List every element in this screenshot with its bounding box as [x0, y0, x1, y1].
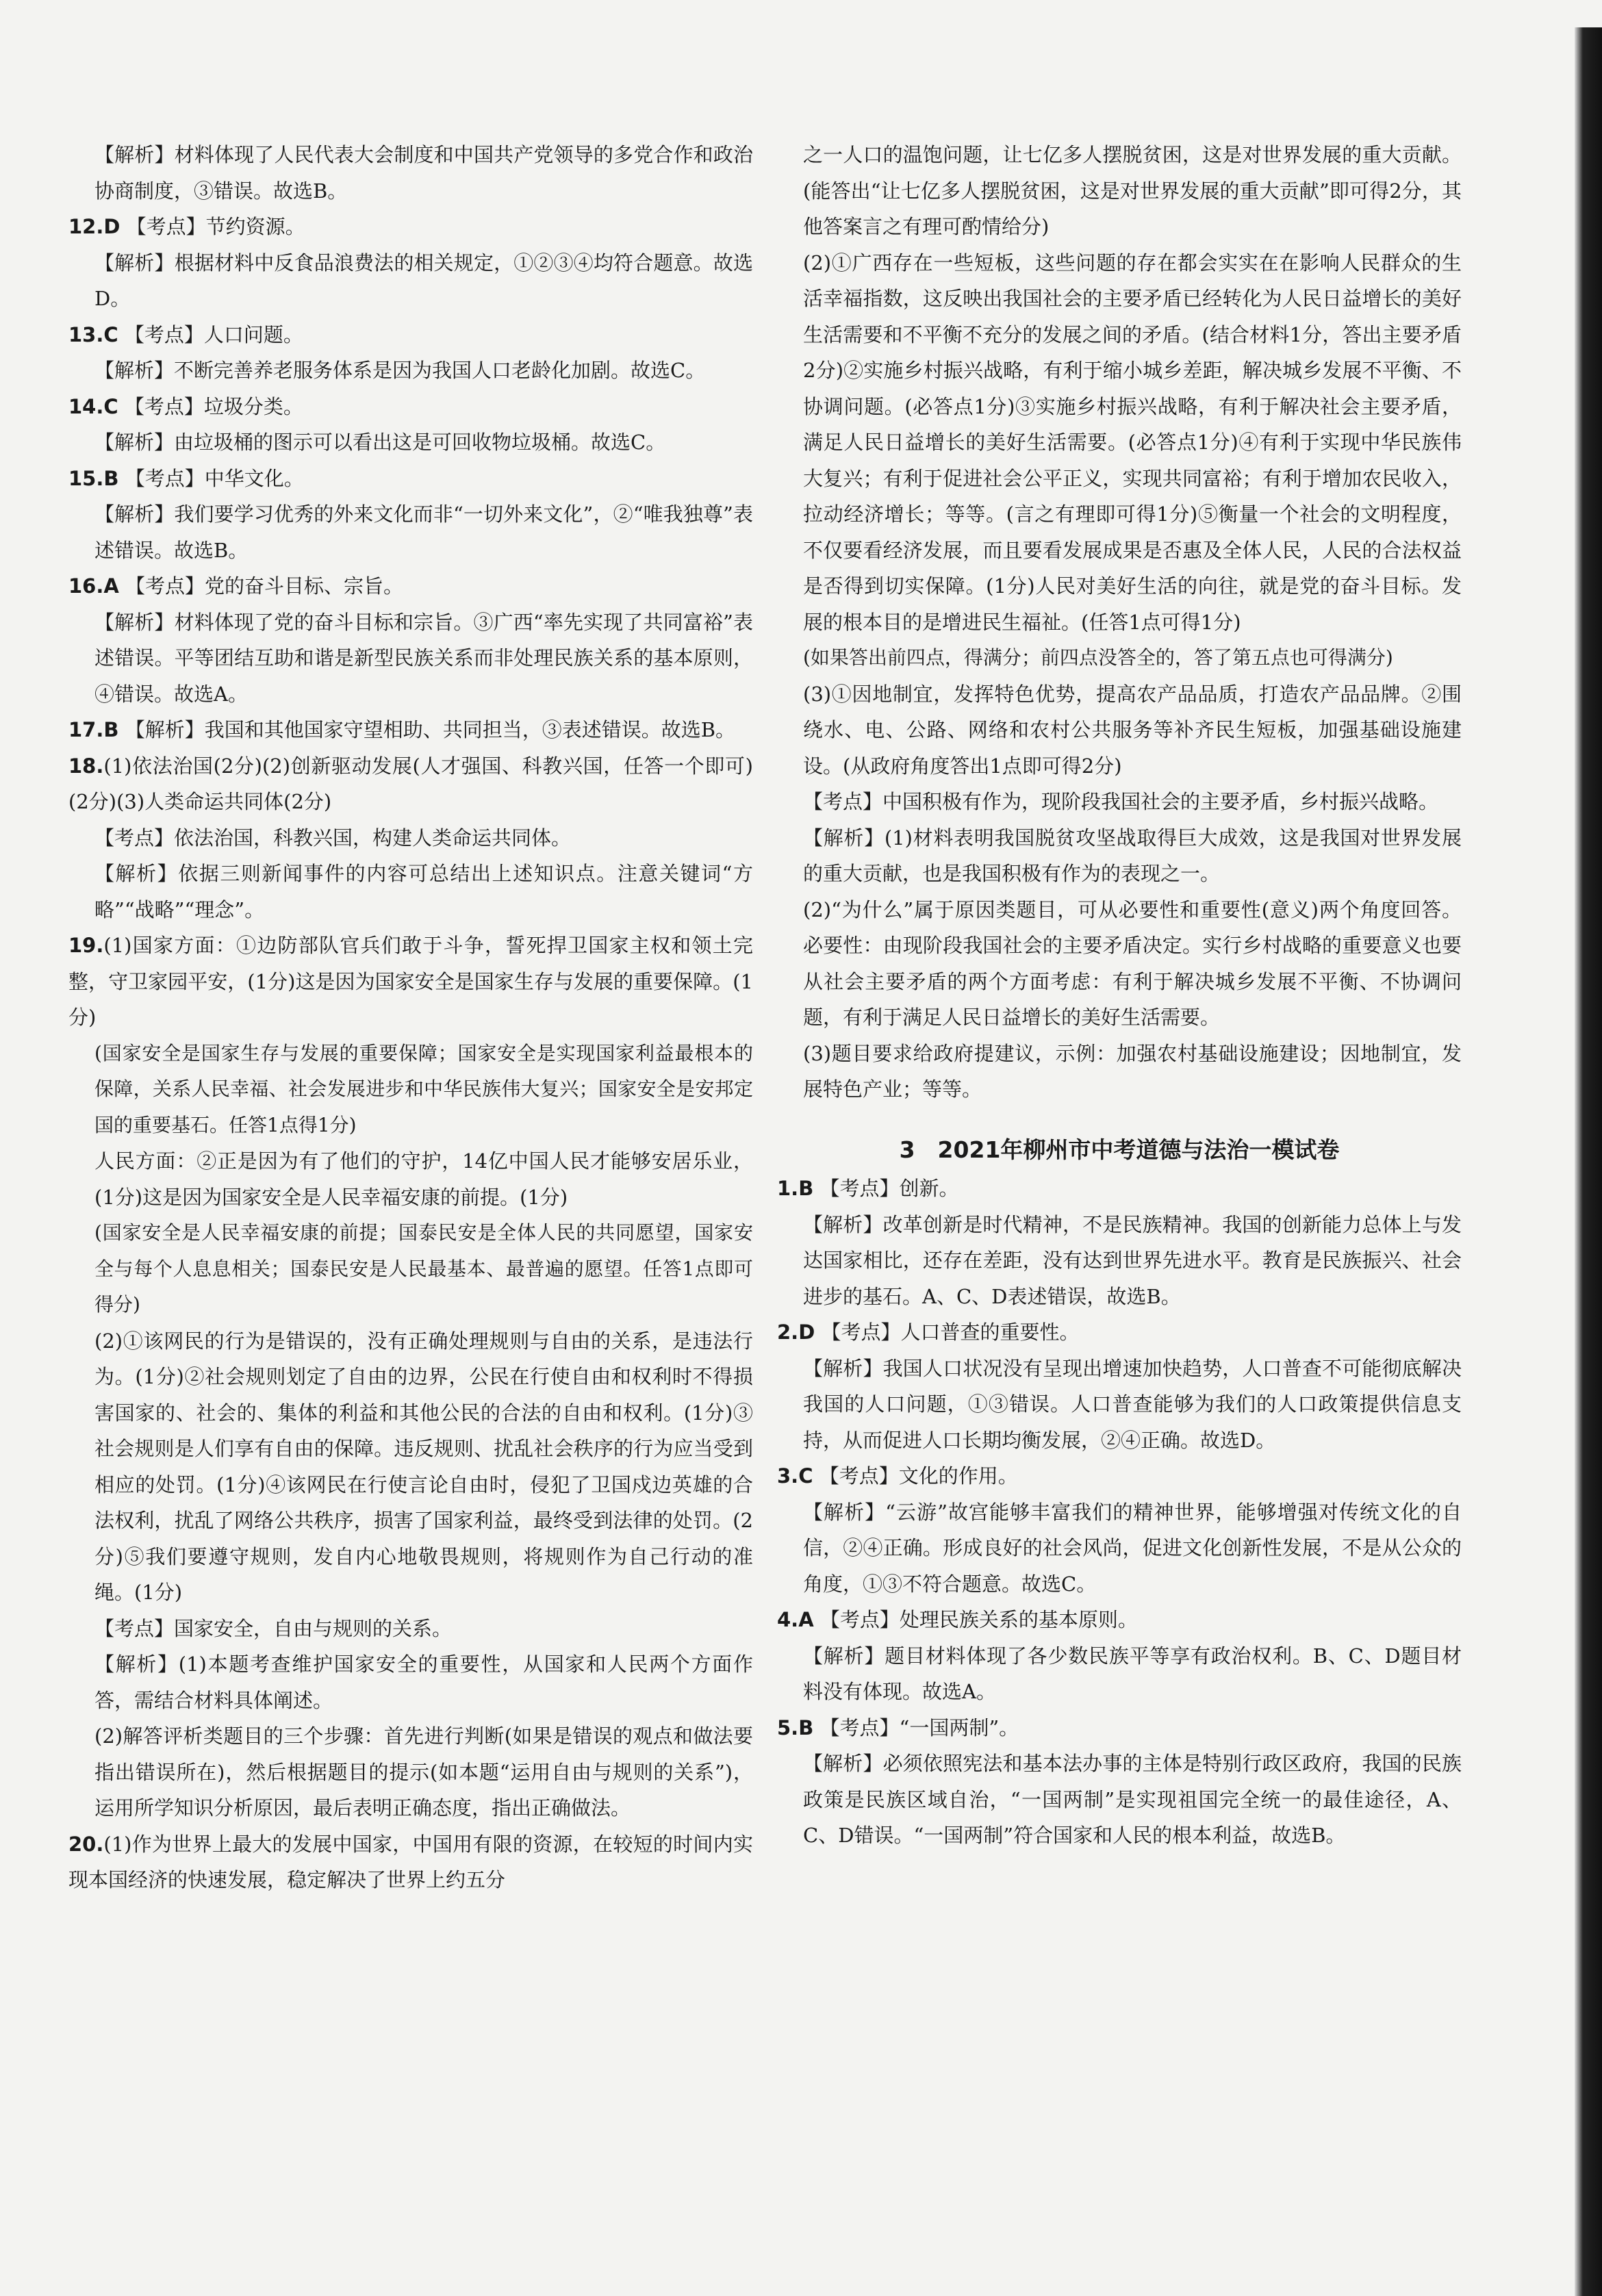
answer-item	[68, 568, 753, 604]
answer-text: (1)国家方面：①边防部队官兵们敢于斗争，誓死捍卫国家主权和领土完整，守卫家园平安，(1分)这是因为国家安全是国家生存与发展的重要保障。(1分)	[68, 934, 753, 1029]
explanation-paragraph: 人民方面：②正是因为有了他们的守护，14亿中国人民才能够安居乐业，(1分)这是因为国家安全是人民幸福安康的前提。(1分)	[94, 1149, 753, 1209]
left-column	[68, 137, 753, 1898]
answer-item	[68, 461, 753, 497]
answer-text: 【考点】人口问题。	[118, 322, 303, 346]
question-number: 4.A	[777, 1608, 814, 1631]
question-number: 19.	[68, 934, 104, 957]
explanation-paragraph: 【解析】“云游”故宫能够丰富我们的精神世界，能够增强对传统文化的自信，②④正确。形成良好的社会风尚，促进文化创新性发展，不是从公众的角度，①③不符合题意。故选C。	[803, 1500, 1462, 1596]
question-number: 3.C	[777, 1464, 813, 1488]
explanation-paragraph: (国家安全是国家生存与发展的重要保障；国家安全是实现国家利益最根本的保障，关系人民幸福、社会发展进步和中华民族伟大复兴；国家安全是安邦定国的重要基石。任答1点得1分)	[94, 1041, 753, 1136]
answer-text: 【考点】文化的作用。	[813, 1464, 1018, 1488]
explanation-paragraph: 【解析】依据三则新闻事件的内容可总结出上述知识点。注意关键词“方略”“战略”“理念”。	[94, 862, 753, 921]
right-column	[777, 137, 1462, 1854]
answer-text: (1)作为世界上最大的发展中国家，中国用有限的资源，在较短的时间内实现本国经济的快速发展，稳定解决了世界上约五分	[68, 1832, 753, 1891]
question-number: 5.B	[777, 1715, 814, 1739]
answer-item	[68, 928, 753, 1036]
question-number: 16.A	[68, 574, 119, 598]
answer-item	[68, 1826, 753, 1898]
question-number: 1.B	[777, 1177, 814, 1200]
answer-text: 【解析】我国和其他国家守望相助、共同担当，③表述错误。故选B。	[118, 718, 736, 741]
question-number: 17.B	[68, 718, 119, 741]
answer-text: 【考点】创新。	[813, 1177, 959, 1200]
explanation-paragraph: (国家安全是人民幸福安康的前提；国泰民安是全体人民的共同愿望，国家安全与每个人息息相关；国泰民安是人民最基本、最普遍的愿望。任答1点即可得分)	[94, 1221, 753, 1316]
question-number: 14.C	[68, 394, 118, 418]
explanation-paragraph: (3)题目要求给政府提建议，示例：加强农村基础设施建设；因地制宜，发展特色产业；等等。	[803, 1041, 1462, 1101]
answer-item	[68, 748, 753, 820]
question-number: 2.D	[777, 1321, 815, 1344]
explanation-paragraph: 【解析】由垃圾桶的图示可以看出这是可回收物垃圾桶。故选C。	[94, 431, 666, 454]
answer-item	[777, 1314, 1462, 1351]
answer-item	[777, 1710, 1462, 1746]
question-number: 15.B	[68, 466, 119, 490]
answer-item	[68, 317, 753, 353]
answer-text: 【考点】中华文化。	[118, 466, 304, 490]
explanation-paragraph: 【解析】不断完善养老服务体系是因为我国人口老龄化加剧。故选C。	[94, 359, 706, 382]
question-number: 13.C	[68, 322, 118, 346]
explanation-paragraph: 【解析】题目材料体现了各少数民族平等享有政治权利。B、C、D题目材料没有体现。故选A。	[803, 1644, 1462, 1703]
explanation-paragraph: (2)“为什么”属于原因类题目，可从必要性和重要性(意义)两个角度回答。必要性：由现阶段我国社会的主要矛盾决定。实行乡村战略的重要意义也要从社会主要矛盾的两个方面考虑：有利于解决城乡发展不平衡、不协调问题，有利于满足人民日益增长的美好生活需要。	[803, 897, 1462, 1029]
explanation-paragraph: 【解析】材料体现了党的奋斗目标和宗旨。③广西“率先实现了共同富裕”表述错误。平等团结互助和谐是新型民族关系而非处理民族关系的基本原则，④错误。故选A。	[94, 610, 753, 706]
explanation-paragraph: 【考点】中国积极有作为，现阶段我国社会的主要矛盾，乡村振兴战略。	[803, 790, 1439, 813]
explanation-paragraph: (2)①该网民的行为是错误的，没有正确处理规则与自由的关系，是违法行为。(1分)②社会规则划定了自由的边界，公民在行使自由和权利时不得损害国家的、社会的、集体的利益和其他公民的合法的自由和权利。(1分)③社会规则是人们享有自由的保障。违反规则、扰乱社会秩序的行为应当受到相应的处罚。(1分)④该网民在行使言论自由时，侵犯了卫国戍边英雄的合法权利，扰乱了网络公共秩序，损害了国家利益，最终受到法律的处罚。(2分)⑤我们要遵守规则，发自内心地敬畏规则，将规则作为自己行动的准绳。(1分)	[94, 1329, 753, 1604]
explanation-paragraph: 【解析】材料体现了人民代表大会制度和中国共产党领导的多党合作和政治协商制度，③错误。故选B。	[94, 143, 753, 203]
answer-item	[68, 389, 753, 425]
answer-text: (1)依法治国(2分)(2)创新驱动发展(人才强国、科教兴国，任答一个即可)(2分)(3)人类命运共同体(2分)	[68, 754, 753, 813]
answer-item	[777, 1458, 1462, 1494]
question-number: 18.	[68, 754, 104, 778]
answer-text: 【考点】“一国两制”。	[813, 1715, 1019, 1739]
explanation-paragraph: 【解析】根据材料中反食品浪费法的相关规定，①②③④均符合题意。故选D。	[94, 251, 753, 310]
explanation-paragraph: 【考点】国家安全，自由与规则的关系。	[94, 1616, 453, 1640]
answer-text: 【考点】节约资源。	[120, 215, 305, 238]
page-binding-edge	[1575, 27, 1602, 2296]
explanation-paragraph: (3)①因地制宜，发挥特色优势，提高农产品品质，打造农产品品牌。②围绕水、电、公路、网络和农村公共服务等补齐民生短板，加强基础设施建设。(从政府角度答出1点即可得2分)	[803, 682, 1462, 778]
explanation-paragraph: 【解析】我国人口状况没有呈现出增速加快趋势，人口普查不可能彻底解决我国的人口问题，①③错误。人口普查能够为我们的人口政策提供信息支持，从而促进人口长期均衡发展，②④正确。故选D。	[803, 1356, 1462, 1452]
explanation-paragraph: 【解析】(1)本题考查维护国家安全的重要性，从国家和人民两个方面作答，需结合材料具体阐述。	[94, 1653, 753, 1712]
section-title: 3 2021年柳州市中考道德与法治一模试卷	[899, 1136, 1340, 1163]
answer-item	[68, 712, 753, 748]
answer-text: 【考点】处理民族关系的基本原则。	[813, 1608, 1138, 1631]
answer-text: 【考点】人口普查的重要性。	[815, 1321, 1080, 1344]
answer-text: 【考点】垃圾分类。	[118, 394, 303, 418]
explanation-paragraph: (2)①广西存在一些短板，这些问题的存在都会实实在在影响人民群众的生活幸福指数，这反映出我国社会的主要矛盾已经转化为人民日益增长的美好生活需要和不平衡不充分的发展之间的矛盾。(结合材料1分，答出主要矛盾2分)②实施乡村振兴战略，有利于缩小城乡差距，解决城乡发展不平衡、不协调问题。(必答点1分)③实施乡村振兴战略，有利于解决社会主要矛盾，满足人民日益增长的美好生活需要。(必答点1分)④有利于实现中华民族伟大复兴；有利于促进社会公平正义，实现共同富裕；有利于增加农民收入，拉动经济增长；等等。(言之有理即可得1分)⑤衡量一个社会的文明程度，不仅要看经济发展，而且要看发展成果是否惠及全体人民，人民的合法权益是否得到切实保障。(1分)人民对美好生活的向往，就是党的奋斗目标。发展的根本目的是增进民生福祉。(任答1点可得1分)	[803, 251, 1462, 634]
explanation-paragraph: 【解析】必须依照宪法和基本法办事的主体是特别行政区政府，我国的民族政策是民族区域自治，“一国两制”是实现祖国完全统一的最佳途径，A、C、D错误。“一国两制”符合国家和人民的根本利益，故选B。	[803, 1752, 1462, 1847]
answer-item	[68, 209, 753, 245]
question-number: 12.D	[68, 215, 120, 238]
explanation-paragraph: 【考点】依法治国，科教兴国，构建人类命运共同体。	[94, 826, 572, 850]
explanation-paragraph: (2)解答评析类题目的三个步骤：首先进行判断(如果是错误的观点和做法要指出错误所在)，然后根据题目的提示(如本题“运用自由与规则的关系”)，运用所学知识分析原因，最后表明正确态度，指出正确做法。	[94, 1724, 753, 1820]
answer-text: 【考点】党的奋斗目标、宗旨。	[118, 574, 404, 598]
explanation-paragraph: 【解析】我们要学习优秀的外来文化而非“一切外来文化”，②“唯我独尊”表述错误。故选B。	[94, 502, 753, 562]
explanation-paragraph: 【解析】改革创新是时代精神，不是民族精神。我国的创新能力总体上与发达国家相比，还存在差距，没有达到世界先进水平。教育是民族振兴、社会进步的基石。A、C、D表述错误，故选B。	[803, 1212, 1462, 1308]
answer-item	[777, 1602, 1462, 1638]
explanation-paragraph: (如果答出前四点，得满分；前四点没答全的，答了第五点也可得满分)	[803, 646, 1393, 669]
explanation-paragraph: 【解析】(1)材料表明我国脱贫攻坚战取得巨大成效，这是我国对世界发展的重大贡献，也是我国积极有作为的表现之一。	[803, 826, 1462, 885]
explanation-paragraph: 之一人口的温饱问题，让七亿多人摆脱贫困，这是对世界发展的重大贡献。(能答出“让七亿多人摆脱贫困，这是对世界发展的重大贡献”即可得2分，其他答案言之有理可酌情给分)	[803, 143, 1462, 238]
answer-item	[777, 1171, 1462, 1207]
question-number: 20.	[68, 1832, 104, 1856]
